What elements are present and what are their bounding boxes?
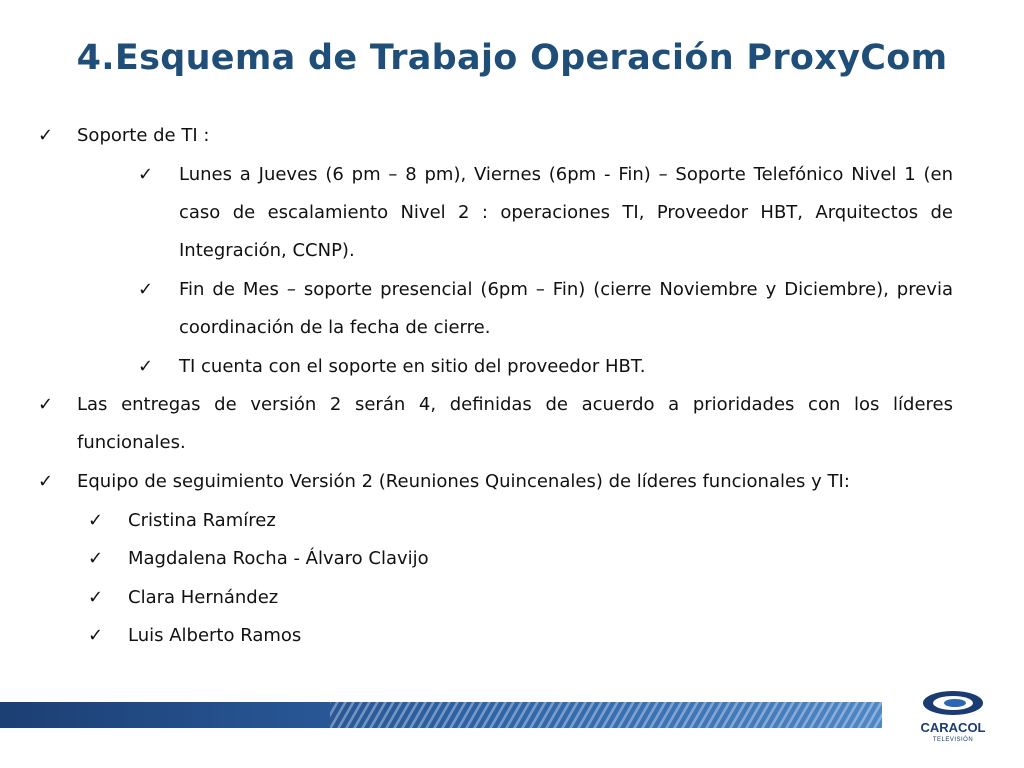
bullet-name: Cristina Ramírez (128, 510, 276, 531)
checkmark-icon: ✓ (138, 279, 154, 300)
bullet-horario-soporte: Lunes a Jueves (6 pm – 8 pm), Viernes (6pm - Fin) – Soporte Telefónico Nivel 1 (en caso de escalamiento Nivel 2 : operaciones TI, Proveedor HBT, Arquitectos de Integración, CCNP). (179, 164, 953, 261)
bullet-entregas-version: Las entregas de versión 2 serán 4, definidas de acuerdo a prioridades con los líderes funcionales. (77, 394, 953, 453)
logo-subtitle: TELEVISIÓN (932, 737, 974, 743)
bullet-name: Magdalena Rocha - Álvaro Clavijo (128, 548, 429, 569)
checkmark-icon: ✓ (38, 394, 54, 415)
bullet-name: Luis Alberto Ramos (128, 625, 302, 646)
bullet-name: Clara Hernández (128, 587, 279, 608)
checkmark-icon: ✓ (88, 587, 104, 608)
footer-band (0, 702, 882, 728)
logo-wordmark: CARACOL (920, 720, 986, 735)
checkmark-icon: ✓ (38, 471, 54, 492)
bullet-soporte-ti: Soporte de TI : (77, 125, 210, 146)
slide-title: 4.Esquema de Trabajo Operación ProxyCom (76, 38, 948, 78)
bullet-equipo-seguimiento: Equipo de seguimiento Versión 2 (Reuniones Quincenales) de líderes funcionales y TI: (77, 471, 850, 492)
checkmark-icon: ✓ (88, 510, 104, 531)
checkmark-icon: ✓ (138, 356, 154, 377)
checkmark-icon: ✓ (88, 548, 104, 569)
checkmark-icon: ✓ (38, 125, 54, 146)
checkmark-icon: ✓ (88, 625, 104, 646)
bullet-fin-de-mes: Fin de Mes – soporte presencial (6pm – Fin) (cierre Noviembre y Diciembre), previa coordinación de la fecha de cierre. (179, 279, 953, 338)
bullet-soporte-sitio: TI cuenta con el soporte en sitio del proveedor HBT. (179, 356, 646, 377)
checkmark-icon: ✓ (138, 164, 154, 185)
